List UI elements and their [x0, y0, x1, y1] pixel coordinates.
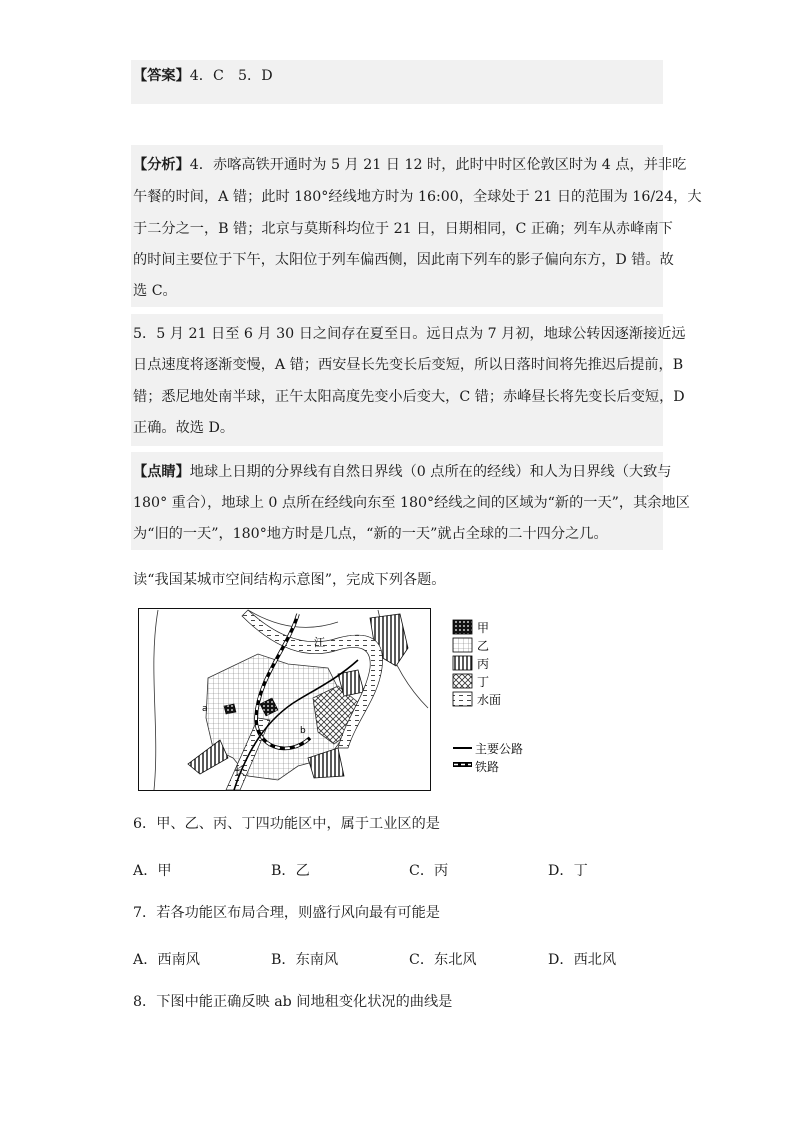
analysis5-line-3: 错；悉尼地处南半球，正午太阳高度先变小后变大，C 错；赤峰昼长将先变长后变短，D [133, 389, 685, 405]
legend-bing: 丙 [477, 657, 490, 671]
analysis5-line-1: 5．5 月 21 日至 6 月 30 日之间存在夏至日。远日点为 7 月初，地球公转因逐渐接近远 [133, 326, 686, 342]
intro-text: 读“我国某城市空间结构示意图”，完成下列各题。 [133, 572, 446, 588]
river-label-2: 长 [234, 764, 245, 777]
legend-water: 水面 [477, 693, 502, 707]
tips-label: 【点睛】 [133, 464, 190, 480]
legend-rail: 铁路 [475, 760, 500, 774]
q6-option-d[interactable]: D．丁 [548, 863, 588, 879]
q6-option-a[interactable]: A．甲 [133, 863, 172, 879]
point-a: a [202, 704, 208, 714]
analysis-label: 【分析】 [133, 157, 190, 173]
tips-line-1: 【点睛】地球上日期的分界线有自然日界线（0 点所在的经线）和人为日界线（大致与 [133, 464, 672, 480]
tips-line-3: 为“旧的一天”，180°地方时是几点，“新的一天”就占全球的二十四分之几。 [133, 526, 608, 542]
point-b: b [300, 726, 306, 736]
river-label-1: 江 [314, 636, 325, 649]
q6-stem: 6．甲、乙、丙、丁四功能区中，属于工业区的是 [133, 816, 440, 832]
map-legend [453, 620, 523, 774]
q6-option-c[interactable]: C．丙 [409, 863, 449, 879]
q7-option-b[interactable]: B．东南风 [271, 952, 339, 968]
tips-line-2: 180° 重合），地球上 0 点所在经线向东至 180°经线之间的区域为“新的一天”，其余地区 [133, 495, 690, 511]
legend-jia: 甲 [477, 621, 490, 635]
city-structure-map [138, 608, 530, 793]
analysis5-line-2: 日点速度将逐渐变慢，A 错；西安昼长先变长后变短，所以日落时间将先推迟后提前，B [133, 357, 684, 373]
legend-road: 主要公路 [475, 742, 524, 756]
q8-stem: 8．下图中能正确反映 ab 间地租变化状况的曲线是 [133, 994, 453, 1010]
analysis-line-3: 于二分之一，B 错；北京与莫斯科均位于 21 日，日期相同，C 正确；列车从赤峰南下 [133, 221, 673, 237]
legend-ding: 丁 [477, 675, 490, 689]
analysis-line-4: 的时间主要位于下午，太阳位于列车偏西侧，因此南下列车的影子偏向东方，D 错。故 [133, 252, 674, 268]
analysis-line-1: 【分析】4．赤喀高铁开通时为 5 月 21 日 12 时，此时中时区伦敦区时为 4 点，并非吃 [133, 157, 687, 173]
analysis-line-2: 午餐的时间，A 错；此时 180°经线地方时为 16:00，全球处于 21 日的范围为 16/24，大 [133, 189, 702, 205]
q6-option-b[interactable]: B．乙 [271, 863, 310, 879]
q7-stem: 7．若各功能区布局合理，则盛行风向最有可能是 [133, 905, 440, 921]
analysis-line-5: 选 C。 [133, 283, 177, 299]
zone-jia-2 [224, 704, 236, 714]
answer-text: 4．C 5．D [189, 68, 273, 84]
legend-yi: 乙 [477, 639, 490, 653]
answer-label: 【答案】 [133, 68, 190, 84]
q7-option-a[interactable]: A．西南风 [133, 952, 200, 968]
q7-option-c[interactable]: C．东北风 [409, 952, 477, 968]
analysis5-line-4: 正确。故选 D。 [133, 420, 235, 436]
answer-line [133, 66, 273, 86]
q7-option-d[interactable]: D．西北风 [548, 952, 617, 968]
